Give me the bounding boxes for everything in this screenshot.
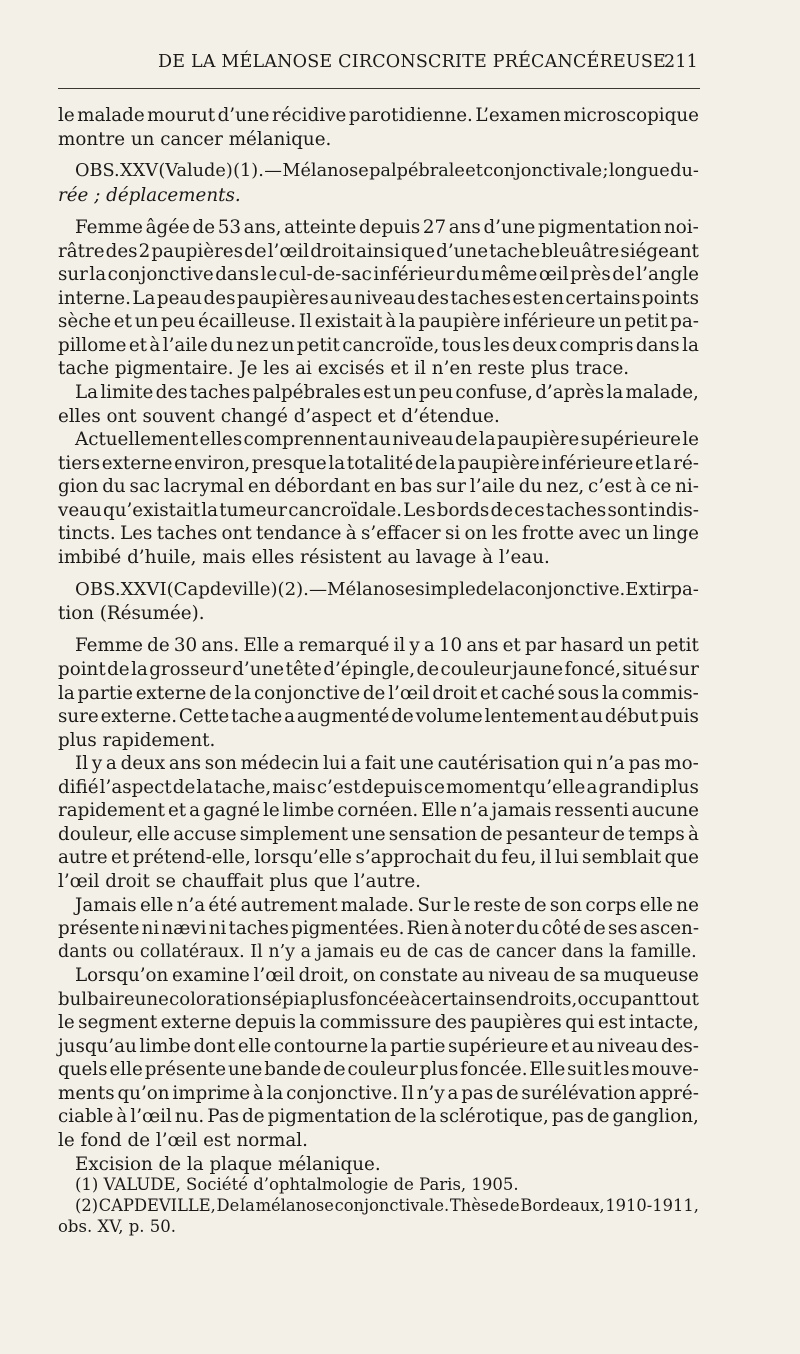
- paragraph: [58, 894, 699, 965]
- paragraph: [58, 634, 699, 752]
- text-line: douleur, elle accuse simplement une sensation de pesanteur de temps à: [58, 823, 699, 845]
- text-line: Actuellement elles comprennent au niveau de la paupière supérieure le: [75, 429, 699, 451]
- text-line: le malade mourut d’une récidive parotidienne. L’examen microscopique: [58, 105, 699, 126]
- paragraph: [58, 104, 699, 151]
- text-line: tache pigmentaire. Je les ai excisés et il n’en reste plus trace.: [58, 358, 630, 380]
- text-line: difié l’aspect de la tache, mais c’est depuis ce moment qu’elle a grandi plus: [58, 776, 699, 798]
- text-line: gion du sac lacrymal en débordant en bas sur l’aile du nez, c’est à ce ni-: [58, 476, 699, 498]
- text-line: dants ou collatéraux. Il n’y a jamais eu de cas de cancer dans la famille.: [58, 941, 697, 962]
- text-line: l’œil droit se chauffait plus que l’autre.: [58, 870, 421, 892]
- text-line: veau qu’existait la tumeur cancroïdale. Les bords de ces taches sont indis-: [58, 499, 699, 521]
- paragraph: [58, 964, 699, 1152]
- footnote-2-cont: obs. XV, p. 50.: [58, 1217, 177, 1236]
- paragraph: [58, 428, 699, 569]
- paragraph: [58, 381, 699, 428]
- text-line: la partie externe de la conjonctive de l’œil droit et caché sous la commis-: [58, 682, 699, 704]
- text-line: OBS. XXVI (Capdeville) (2). — Mélanose simple de la conjonctive. Extirpa-: [75, 579, 699, 601]
- text-line: tiers externe environ, presque la totalité de la paupière inférieure et la ré-: [58, 452, 699, 474]
- text-line: pillome et à l’aile du nez un petit cancroïde, tous les deux compris dans la: [58, 334, 699, 356]
- text-line: Il y a deux ans son médecin lui a fait une cautérisation qui n’a pas mo-: [75, 753, 699, 775]
- text-line: sèche et un peu écailleuse. Il existait à la paupière inférieure un petit pa-: [58, 311, 699, 333]
- footnote-1: (1) VALUDE, Société d’ophtalmologie de Paris, 1905.: [75, 1175, 519, 1194]
- text-line: Femme âgée de 53 ans, atteinte depuis 27 ans d’une pigmentation noi-: [75, 217, 699, 239]
- text-line: Jamais elle n’a été autrement malade. Sur le reste de son corps elle ne: [75, 894, 699, 916]
- observation-heading: [58, 160, 699, 207]
- running-title: DE LA MÉLANOSE CIRCONSCRITE PRÉCANCÉREUSE: [158, 52, 667, 72]
- observation-heading: [58, 578, 699, 625]
- text-line: interne. La peau des paupières au niveau des taches est en certains points: [58, 287, 699, 309]
- text-line: montre un cancer mélanique.: [58, 128, 332, 150]
- text-line: tincts. Les taches ont tendance à s’effacer si on les frotte avec un linge: [58, 523, 699, 545]
- text-line: sure externe. Cette tache a augmenté de volume lentement au début puis: [58, 706, 699, 728]
- text-line: ments qu’on imprime à la conjonctive. Il n’y a pas de surélévation appré-: [58, 1082, 699, 1104]
- text-line: rapidement et a gagné le limbe cornéen. Elle n’a jamais ressenti aucune: [58, 800, 699, 822]
- text-line: Femme de 30 ans. Elle a remarqué il y a 10 ans et par hasard un petit: [75, 635, 699, 657]
- text-line: tion (Résumée).: [58, 602, 205, 624]
- footnote-2: (2) CAPDEVILLE, De la mélanose conjonctivale. Thèse de Bordeaux, 1910-1911,: [75, 1196, 699, 1215]
- text-line: bulbaire une coloration sépia plus foncée à certains endroits, occupant tout: [58, 988, 699, 1010]
- text-line: imbibé d’huile, mais elles résistent au lavage à l’eau.: [58, 546, 550, 568]
- text-line: ciable à l’œil nu. Pas de pigmentation de la sclérotique, pas de ganglion,: [58, 1106, 699, 1128]
- text-line: La limite des taches palpébrales est un peu confuse, d’après la malade,: [75, 382, 699, 404]
- text-line: plus rapidement.: [58, 729, 216, 751]
- main-text: [58, 104, 699, 1176]
- text-line: point de la grosseur d’une tête d’épingle, de couleur jaune foncé, situé sur: [58, 659, 699, 681]
- paragraph: [58, 216, 699, 381]
- text-line: le fond de l’œil est normal.: [58, 1129, 308, 1151]
- text-line: jusqu’au limbe dont elle contourne la partie supérieure et au niveau des-: [58, 1035, 699, 1057]
- text-line: Lorsqu’on examine l’œil droit, on constate au niveau de sa muqueuse: [75, 965, 699, 987]
- footnotes: [58, 1174, 699, 1237]
- text-line: Excision de la plaque mélanique.: [75, 1153, 381, 1175]
- text-line: le segment externe depuis la commissure des paupières qui est intacte,: [58, 1012, 699, 1034]
- text-line: rée ; déplacements.: [58, 184, 241, 206]
- page-number: 211: [663, 52, 698, 72]
- paragraph: [58, 1153, 699, 1177]
- header-rule: [58, 88, 700, 89]
- running-header: [58, 52, 700, 82]
- text-line: OBS. XXV (Valude) (1). — Mélanose palpébrale et conjonctivale ; longue du-: [75, 161, 699, 182]
- text-line: présente ni nævi ni taches pigmentées. Rien à noter du côté de ses ascen-: [58, 918, 699, 940]
- text-line: sur la conjonctive dans le cul-de-sac inférieur du même œil près de l’angle: [58, 264, 699, 286]
- text-line: autre et prétend-elle, lorsqu’elle s’approchait du feu, il lui semblait que: [58, 847, 699, 869]
- text-line: râtre des 2 paupières de l’œil droit ainsi que d’une tache bleuâtre siégeant: [58, 240, 699, 262]
- text-line: elles ont souvent changé d’aspect et d’étendue.: [58, 405, 500, 427]
- text-line: quels elle présente une bande de couleur plus foncée. Elle suit les mouve-: [58, 1059, 699, 1081]
- paragraph: [58, 752, 699, 893]
